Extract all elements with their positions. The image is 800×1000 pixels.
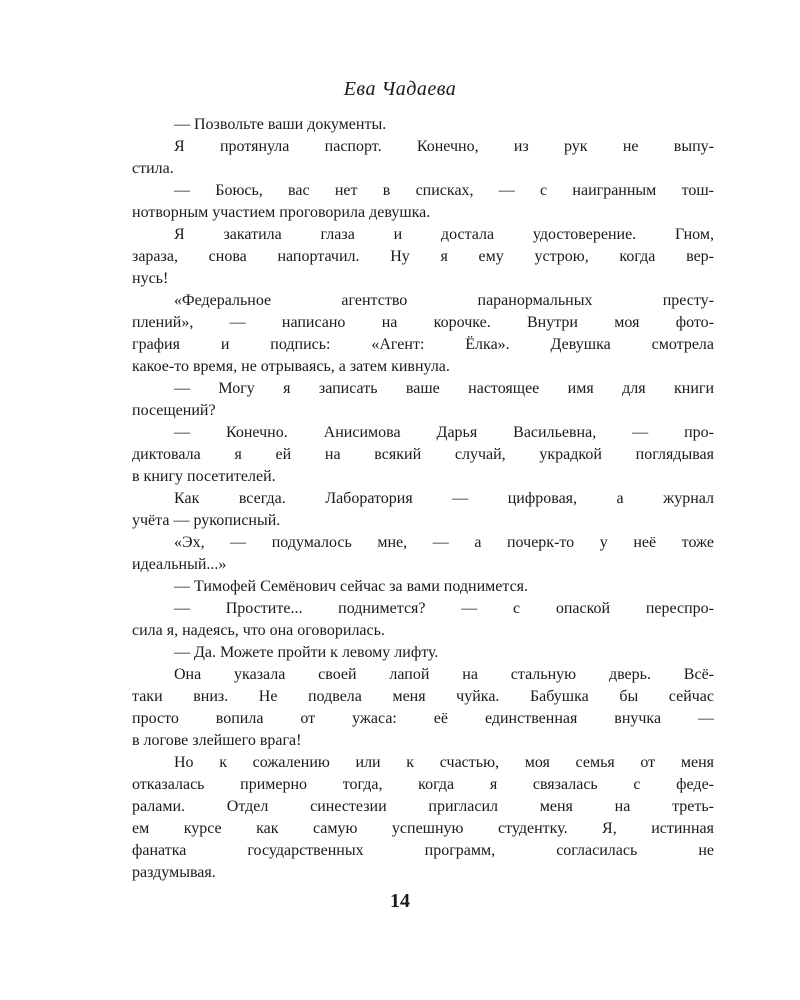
text-line: посещений? [132, 402, 216, 419]
text-line: Я протянула паспорт. Конечно, из рук не выпу- [174, 138, 714, 155]
body-text [132, 114, 714, 884]
text-line: фанатка государственных программ, согласилась не [132, 842, 714, 859]
text-line: идеальный...» [132, 556, 227, 573]
text-line: учёта — рукописный. [132, 512, 281, 529]
running-head-author: Ева Чадаева [343, 78, 457, 100]
text-line: ем курсе как самую успешную студентку. Я, истинная [132, 820, 714, 837]
text-line: Как всегда. Лаборатория — цифровая, а журнал [174, 490, 714, 507]
text-line: Но к сожалению или к счастью, моя семья от меня [174, 754, 714, 771]
text-line: Она указала своей лапой на стальную дверь. Всё- [174, 666, 714, 683]
text-line: Я закатила глаза и достала удостоверение. Гном, [174, 226, 714, 243]
text-line: какое-то время, не отрываясь, а затем кивнула. [132, 358, 450, 375]
text-line: стила. [132, 160, 174, 177]
text-line: зараза, снова напортачил. Ну я ему устрою, когда вер- [132, 248, 714, 265]
text-line: плений», — написано на корочке. Внутри моя фото- [132, 314, 714, 331]
text-line: таки вниз. Не подвела меня чуйка. Бабушка бы сейчас [132, 688, 714, 705]
text-line: сила я, надеясь, что она оговорилась. [132, 622, 385, 639]
text-line: отказалась примерно тогда, когда я связалась с феде- [132, 776, 714, 793]
text-line: — Тимофей Семёнович сейчас за вами поднимется. [174, 578, 529, 595]
text-line: — Боюсь, вас нет в списках, — с наигранным тош- [174, 182, 714, 199]
text-line: нусь! [132, 270, 169, 287]
page-number: 14 [390, 890, 410, 912]
text-line: «Эх, — подумалось мне, — а почерк-то у неё тоже [174, 534, 714, 551]
text-line: в книгу посетителей. [132, 468, 276, 485]
text-line: диктовала я ей на всякий случай, украдкой поглядывая [132, 446, 714, 463]
text-line: — Конечно. Анисимова Дарья Васильевна, — про- [174, 424, 714, 441]
text-line: — Могу я записать ваше настоящее имя для книги [174, 380, 714, 397]
text-line: в логове злейшего врага! [132, 732, 302, 749]
text-line: ралами. Отдел синестезии пригласил меня на треть- [132, 798, 714, 815]
text-line: — Простите... поднимется? — с опаской переспро- [174, 600, 714, 617]
text-line: графия и подпись: «Агент: Ёлка». Девушка смотрела [132, 336, 714, 353]
text-line: нотворным участием проговорила девушка. [132, 204, 431, 221]
text-line: «Федеральное агентство паранормальных престу- [174, 292, 714, 309]
text-line: раздумывая. [132, 864, 216, 881]
text-line: — Да. Можете пройти к левому лифту. [174, 644, 439, 661]
text-line: — Позвольте ваши документы. [174, 116, 387, 133]
text-line: просто вопила от ужаса: её единственная внучка — [132, 710, 714, 727]
